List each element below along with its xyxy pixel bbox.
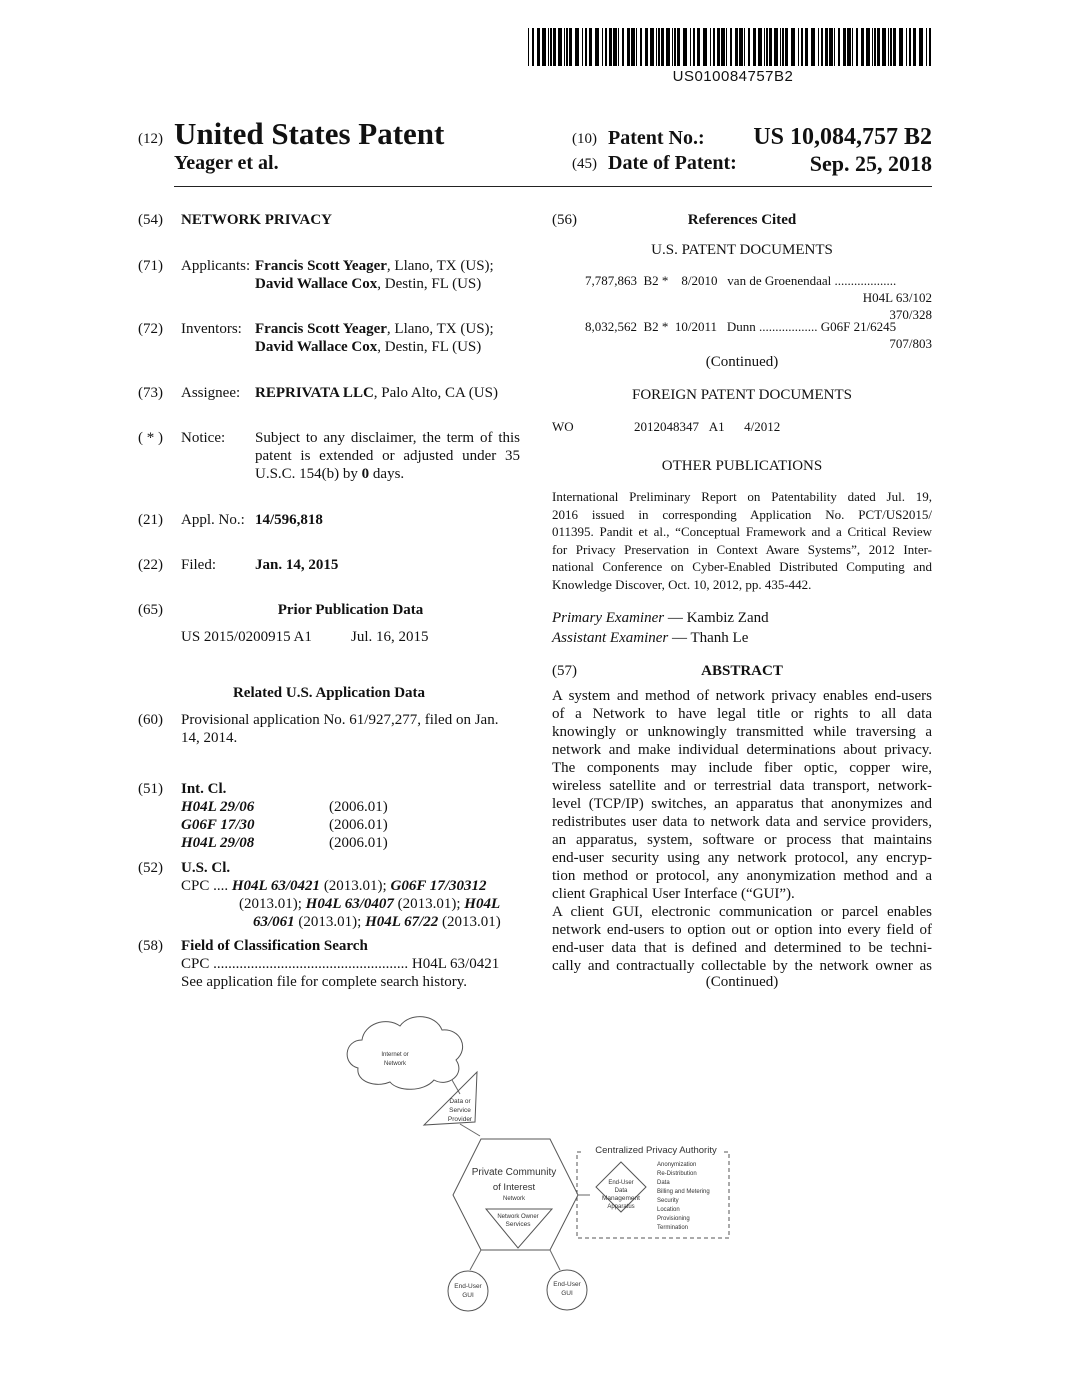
end-user-gui-left-circle — [448, 1271, 488, 1311]
abstract-line: The components may include fiber optic, copper wire, — [552, 760, 932, 776]
other-pub-line: 011395. Pandit et al., “Conceptual Framework and a Critical Review — [552, 524, 932, 540]
privacy-authority-item: Security — [657, 1198, 679, 1204]
abstract-line: cally and contractually collectable by the network owner as — [552, 958, 932, 974]
field-51-code: (51) — [138, 781, 163, 797]
barcode-bar — [613, 28, 617, 66]
field-71-code: (71) — [138, 258, 163, 274]
barcode-bar — [532, 28, 534, 66]
cloud-label-2: Network — [383, 1061, 407, 1067]
notice-text: Subject to any disclaimer, the term of this patent is extended or adjusted under 35 U.S.C. 154(b) by 0 days. — [255, 430, 520, 482]
barcode-bar — [726, 28, 727, 66]
barcode-bar — [697, 28, 700, 66]
primary-examiner: Primary Examiner — Kambiz Zand — [552, 610, 769, 626]
gui-left-label-2: GUI — [462, 1292, 474, 1299]
us-docs-heading: U.S. PATENT DOCUMENTS — [651, 242, 833, 258]
field-search-label: Field of Classification Search — [181, 938, 368, 954]
barcode-bar — [798, 28, 799, 66]
community-label-1: Private Community — [471, 1167, 557, 1178]
int-cl-label: Int. Cl. — [181, 781, 227, 797]
barcode-bar — [856, 28, 858, 66]
barcode-bar — [744, 28, 745, 66]
barcode-bar — [825, 28, 828, 66]
barcode-bar — [758, 28, 762, 66]
int-cl-2-ver: (2006.01) — [329, 817, 388, 833]
barcode-bar — [753, 28, 756, 66]
barcode-bar — [890, 28, 892, 66]
other-pubs-text — [552, 488, 932, 594]
abstract-text — [552, 687, 932, 975]
barcode-bar — [739, 28, 743, 66]
barcode-bar — [569, 28, 572, 66]
owner-services-label-2: Services — [505, 1221, 531, 1228]
barcode-bar — [575, 28, 579, 66]
provider-label-1: Data or — [449, 1098, 471, 1105]
field-56-code: (56) — [552, 212, 577, 228]
barcode-bar — [843, 28, 846, 66]
abstract-line: of a Network to have legal title or rights to all data — [552, 706, 932, 722]
edm-label-3: Management — [602, 1195, 640, 1202]
abstract-code: (57) — [552, 663, 577, 679]
barcode-bar — [735, 28, 738, 66]
applicants-label: Applicants: — [181, 258, 251, 274]
int-cl-3: H04L 29/08 — [181, 835, 255, 851]
barcode-bar — [703, 28, 707, 66]
inventor-2: David Wallace Cox, Destin, FL (US) — [255, 339, 482, 355]
abstract-line: an apparatus, system, software or process that maintains — [552, 832, 932, 848]
abstract-line: wireless satellite and or terrestrial data transport, network- — [552, 778, 932, 794]
abstract-line: network end-users to option out or option into every field of — [552, 922, 932, 938]
barcode-bar — [785, 28, 788, 66]
barcode-bar — [645, 28, 648, 66]
barcode-bar — [640, 28, 642, 66]
other-pub-line: for Privacy Preservation in Context Aware Systems”, 2012 Inter- — [552, 541, 932, 557]
barcode-bar — [882, 28, 886, 66]
appl-no-label: Appl. No.: — [181, 512, 245, 528]
us-cl-line-1: CPC .... H04L 63/0421 (2013.01); G06F 17/30312 — [181, 878, 487, 894]
us-doc-1: 7,787,863 B2 * 8/2010 van de Groenendaal ................... — [585, 273, 897, 288]
prior-pub-heading: Prior Publication Data — [277, 602, 424, 618]
assignee-label: Assignee: — [181, 385, 241, 401]
barcode-bar — [782, 28, 784, 66]
refs-continued: (Continued) — [705, 354, 779, 370]
barcode-bar — [730, 28, 732, 66]
barcode-bar — [564, 28, 565, 66]
prior-pub-date: Jul. 16, 2015 — [351, 629, 429, 645]
barcode-bar — [627, 28, 630, 66]
code-10: (10) — [572, 131, 597, 147]
barcode-bar — [766, 28, 768, 66]
barcode — [528, 28, 934, 68]
inventor-1: Francis Scott Yeager, Llano, TX (US); — [255, 321, 494, 337]
barcode-bar — [791, 28, 795, 66]
privacy-authority-box — [577, 1152, 729, 1238]
barcode-bar — [674, 28, 676, 66]
barcode-bar — [661, 28, 664, 66]
foreign-country: WO — [552, 419, 574, 434]
barcode-bar — [821, 28, 823, 66]
abstract-line: A client GUI, electronic communication or parcel enables — [552, 904, 932, 920]
filed-date: Jan. 14, 2015 — [255, 557, 339, 573]
abstract-line: client Graphical User Interface (“GUI”). — [552, 886, 795, 902]
barcode-bar — [553, 28, 556, 66]
barcode-bar — [874, 28, 876, 66]
barcode-bar — [713, 28, 715, 66]
field-21-code: (21) — [138, 512, 163, 528]
barcode-bar — [677, 28, 680, 66]
abstract-line: end-user data that is defined and determined to be techni- — [552, 940, 932, 956]
provider-label-3: Provider — [447, 1116, 473, 1123]
references-heading: References Cited — [687, 212, 797, 228]
abstract-continued: (Continued) — [705, 974, 779, 990]
barcode-bar — [769, 28, 772, 66]
barcode-bar — [852, 28, 853, 66]
barcode-bar — [899, 28, 903, 66]
gui-right-label-2: GUI — [561, 1290, 573, 1297]
barcode-bar — [690, 28, 691, 66]
barcode-bar — [834, 28, 835, 66]
foreign-heading: FOREIGN PATENT DOCUMENTS — [631, 387, 853, 403]
privacy-authority-item: Termination — [657, 1225, 689, 1231]
barcode-bar — [847, 28, 851, 66]
invention-title: NETWORK PRIVACY — [181, 212, 332, 228]
foreign-doc: 2012048347 A1 4/2012 — [634, 419, 781, 434]
barcode-bar — [774, 28, 778, 66]
field-58-code: (58) — [138, 938, 163, 954]
patent-date: Sep. 25, 2018 — [809, 151, 932, 176]
abstract-line: level (TCP/IP) switches, an apparatus that anonymizes and — [552, 796, 932, 812]
int-cl-1: H04L 29/06 — [181, 799, 255, 815]
barcode-bar — [672, 28, 673, 66]
barcode-bar — [658, 28, 660, 66]
inventors-short: Yeager et al. — [174, 152, 279, 174]
kind-code-12: (12) — [138, 131, 163, 147]
us-doc-2: 8,032,562 B2 * 10/2011 Dunn .................. G06F 21/6245 — [585, 319, 897, 334]
code-45: (45) — [572, 156, 597, 172]
barcode-bar — [748, 28, 750, 66]
barcode-bar — [919, 28, 923, 66]
prior-pub-number: US 2015/0200915 A1 — [181, 629, 312, 645]
int-cl-2: G06F 17/30 — [181, 817, 255, 833]
barcode-bar — [548, 28, 549, 66]
barcode-text: US010084757B2 — [672, 68, 794, 85]
barcode-bar — [618, 28, 619, 66]
abstract-line: network and make individual determinations about privacy. — [552, 742, 932, 758]
barcode-bar — [866, 28, 870, 66]
header-rule — [174, 186, 932, 187]
us-cl-line-2: (2013.01); H04L 63/0407 (2013.01); H04L — [239, 896, 501, 912]
barcode-bar — [710, 28, 711, 66]
us-cl-label: U.S. Cl. — [181, 860, 231, 876]
barcode-bar — [589, 28, 592, 66]
gui-right-label-1: End-User — [553, 1281, 581, 1288]
barcode-bar — [801, 28, 803, 66]
field-search-see: See application file for complete search history. — [181, 974, 468, 990]
field-search-cpc: CPC .................................................... H04L 63/0421 — [181, 956, 500, 972]
abstract-heading: ABSTRACT — [701, 663, 783, 679]
privacy-authority-item: Anonymization — [657, 1162, 697, 1168]
privacy-authority-item: Data — [657, 1180, 670, 1186]
barcode-bar — [558, 28, 562, 66]
us-doc-1-cls1: H04L 63/102 — [862, 290, 932, 305]
edm-label-1: End-User — [608, 1180, 634, 1186]
us-doc-1-cls2: 370/328 — [889, 307, 932, 322]
barcode-bar — [913, 28, 916, 66]
privacy-authority-item: Location — [657, 1207, 680, 1213]
abstract-line: A system and method of network privacy enables end-users — [552, 688, 932, 704]
field-72-code: (72) — [138, 321, 163, 337]
patent-no-label: Patent No.: — [608, 127, 705, 149]
other-pubs-heading: OTHER PUBLICATIONS — [661, 458, 823, 474]
provider-label-2: Service — [449, 1107, 471, 1114]
abstract-line: redistributes user data to network data and service providers, — [552, 814, 932, 830]
barcode-bar — [683, 28, 687, 66]
barcode-bar — [906, 28, 907, 66]
notice-code: ( * ) — [138, 430, 163, 446]
field-73-code: (73) — [138, 385, 163, 401]
provisional-text: Provisional application No. 61/927,277, filed on Jan. 14, 2014. — [181, 712, 499, 746]
community-label-2: of Interest — [492, 1182, 536, 1193]
field-22-code: (22) — [138, 557, 163, 573]
community-hexagon — [453, 1139, 578, 1250]
barcode-bar — [622, 28, 624, 66]
network-diagram — [340, 1010, 740, 1315]
barcode-bar — [764, 28, 765, 66]
barcode-bar — [693, 28, 695, 66]
date-label: Date of Patent: — [608, 152, 737, 174]
edm-label-2: Data — [614, 1188, 628, 1194]
barcode-bar — [631, 28, 635, 66]
patent-title: United States Patent — [174, 116, 445, 151]
barcode-bar — [893, 28, 896, 66]
privacy-authority-item: Billing and Metering — [657, 1189, 710, 1195]
related-heading: Related U.S. Application Data — [232, 685, 426, 701]
field-60-code: (60) — [138, 712, 163, 728]
barcode-bar — [566, 28, 568, 66]
barcode-bar — [537, 28, 540, 66]
abstract-line: knowingly or unknowingly transmitted while traversing a — [552, 724, 932, 740]
us-cl-line-3: 63/061 (2013.01); H04L 67/22 (2013.01) — [253, 914, 501, 930]
privacy-authority-item: Provisioning — [657, 1216, 690, 1222]
barcode-bar — [829, 28, 833, 66]
us-doc-2-cls2: 707/803 — [889, 336, 932, 351]
privacy-authority-title: Centralized Privacy Authority — [595, 1145, 717, 1156]
barcode-bar — [585, 28, 587, 66]
edm-label-4: Apparatus — [607, 1204, 635, 1210]
barcode-bar — [609, 28, 612, 66]
barcode-bar — [872, 28, 873, 66]
barcode-bar — [780, 28, 781, 66]
applicant-2: David Wallace Cox, Destin, FL (US) — [255, 276, 482, 292]
privacy-authority-list — [657, 1162, 710, 1231]
barcode-bar — [818, 28, 819, 66]
notice-label: Notice: — [181, 430, 226, 446]
other-pub-line: 2016 issued in corresponding Application No. PCT/US2015/ — [552, 506, 932, 522]
barcode-bar — [877, 28, 880, 66]
barcode-bar — [909, 28, 911, 66]
assignee: REPRIVATA LLC, Palo Alto, CA (US) — [255, 385, 498, 401]
field-52-code: (52) — [138, 860, 163, 876]
other-pub-line: national Conference on Cyber-Enabled Distributed Computing and — [552, 559, 932, 575]
gui-left-label-1: End-User — [454, 1283, 482, 1290]
privacy-authority-item: Re-Distribution — [657, 1171, 697, 1177]
field-54-code: (54) — [138, 212, 163, 228]
other-pub-line: Knowledge Discover, Oct. 10, 2012, pp. 435-442. — [552, 576, 812, 592]
appl-no: 14/596,818 — [255, 512, 323, 528]
barcode-bar — [582, 28, 583, 66]
barcode-bar — [650, 28, 654, 66]
barcode-bar — [666, 28, 670, 66]
community-label-3: Network — [502, 1196, 526, 1202]
owner-services-label-1: Network Owner — [497, 1214, 539, 1220]
barcode-bar — [528, 28, 529, 66]
barcode-bar — [888, 28, 889, 66]
barcode-bar — [542, 28, 546, 66]
int-cl-3-ver: (2006.01) — [329, 835, 388, 851]
abstract-line: tion method or protocol, any anonymization method and a — [552, 868, 932, 884]
barcode-bar — [602, 28, 603, 66]
barcode-bar — [717, 28, 720, 66]
barcode-bar — [550, 28, 552, 66]
barcode-bar — [595, 28, 599, 66]
barcode-bar — [721, 28, 725, 66]
barcode-bar — [926, 28, 927, 66]
barcode-bar — [929, 28, 931, 66]
barcode-bar — [811, 28, 815, 66]
other-pub-line: International Preliminary Report on Patentability dated Jul. 19, — [552, 489, 932, 504]
barcode-bar — [605, 28, 607, 66]
barcode-bar — [636, 28, 637, 66]
int-cl-1-ver: (2006.01) — [329, 799, 388, 815]
applicant-1: Francis Scott Yeager, Llano, TX (US); — [255, 258, 494, 274]
field-65-code: (65) — [138, 602, 163, 618]
barcode-bar — [805, 28, 808, 66]
barcode-bar — [861, 28, 864, 66]
abstract-line: end-user security using any network protocol, any encryp- — [552, 850, 932, 866]
patent-number: US 10,084,757 B2 — [753, 124, 932, 150]
cloud-label-1: Internet or — [381, 1052, 409, 1058]
inventors-label: Inventors: — [181, 321, 242, 337]
assistant-examiner: Assistant Examiner — Thanh Le — [552, 630, 749, 646]
filed-label: Filed: — [181, 557, 217, 573]
barcode-bar — [656, 28, 657, 66]
barcode-bar — [838, 28, 840, 66]
